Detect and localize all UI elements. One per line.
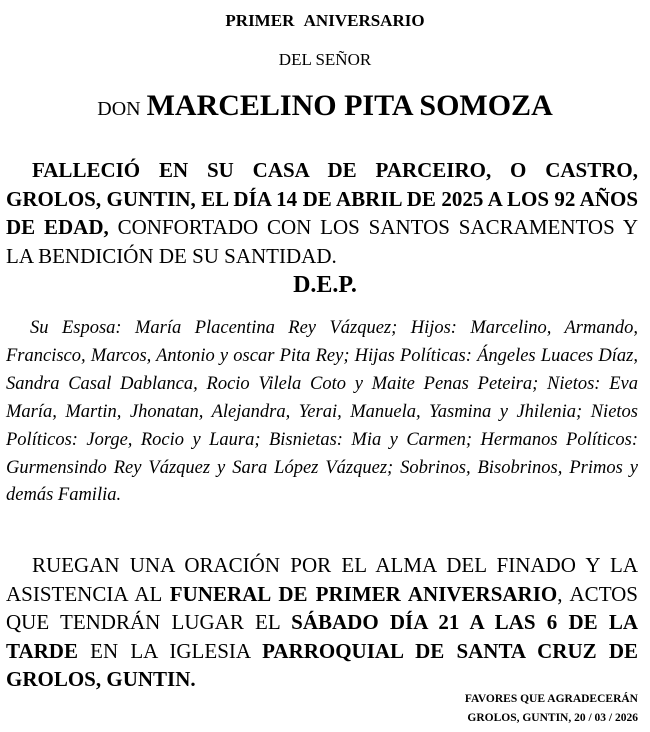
death-notice-regular: CONFORTADO CON LOS SANTOS SACRAMENTOS Y LA BENDICIÓN DE SU SANTIDAD. [6,215,638,268]
request-paragraph [6,551,638,694]
footer-place-date: GROLOS, GUNTIN, 20 / 03 / 2026 [467,712,638,724]
death-notice-bold: FALLECIÓ EN SU CASA DE PARCEIRO, O CASTRO, GROLOS, GUNTIN, EL DÍA 14 DE ABRIL DE 2025 A LOS 92 AÑOS DE EDAD, [6,158,638,239]
footer-thanks: FAVORES QUE AGRADECERÁN [464,693,638,705]
deceased-name-line [0,89,650,123]
death-notice-paragraph [6,156,638,270]
request-bold-3: PARROQUIAL DE SANTA CRUZ DE GROLOS, GUNTIN. [6,638,638,691]
name-prefix: DON [97,98,141,120]
request-text-3: EN LA IGLESIA [77,638,263,663]
family-paragraph: Su Esposa: María Placentina Rey Vázquez; Hijos: Marcelino, Armando, Francisco, Marcos, Antonio y oscar Pita Rey; Hijas Políticas: Ángeles Luaces Díaz, Sandra Casal Dablanca, Rocio Vilela Coto y Maite Penas Peteira; Nietos: Eva María, Martin, Jhonatan, Alejandra, Yerai, Manuela, Yasmina y Jhilenia; Nietos Políticos: Jorge, Rocio y Laura; Bisnietas: Mia y Carmen; Hermanos Políticos: Gurmensindo Rey Vázquez y Sara López Vázquez; Sobrinos, Bisobrinos, Primos y demás Familia. [6,318,638,506]
request-text-2: , ACTOS QUE TENDRÁN LUGAR EL [6,581,638,634]
del-senor-line: DEL SEÑOR [278,50,372,69]
deceased-name: MARCELINO PITA SOMOZA [146,89,553,122]
request-bold-2: SÁBADO DÍA 21 A LAS 6 DE LA TARDE [6,610,638,663]
anniversary-heading: PRIMER ANIVERSARIO [225,11,425,30]
dep-line: D.E.P. [293,272,357,298]
request-bold-1: FUNERAL DE PRIMER ANIVERSARIO [169,581,558,606]
request-text-1: RUEGAN UNA ORACIÓN POR EL ALMA DEL FINADO Y LA ASISTENCIA AL [6,553,638,606]
